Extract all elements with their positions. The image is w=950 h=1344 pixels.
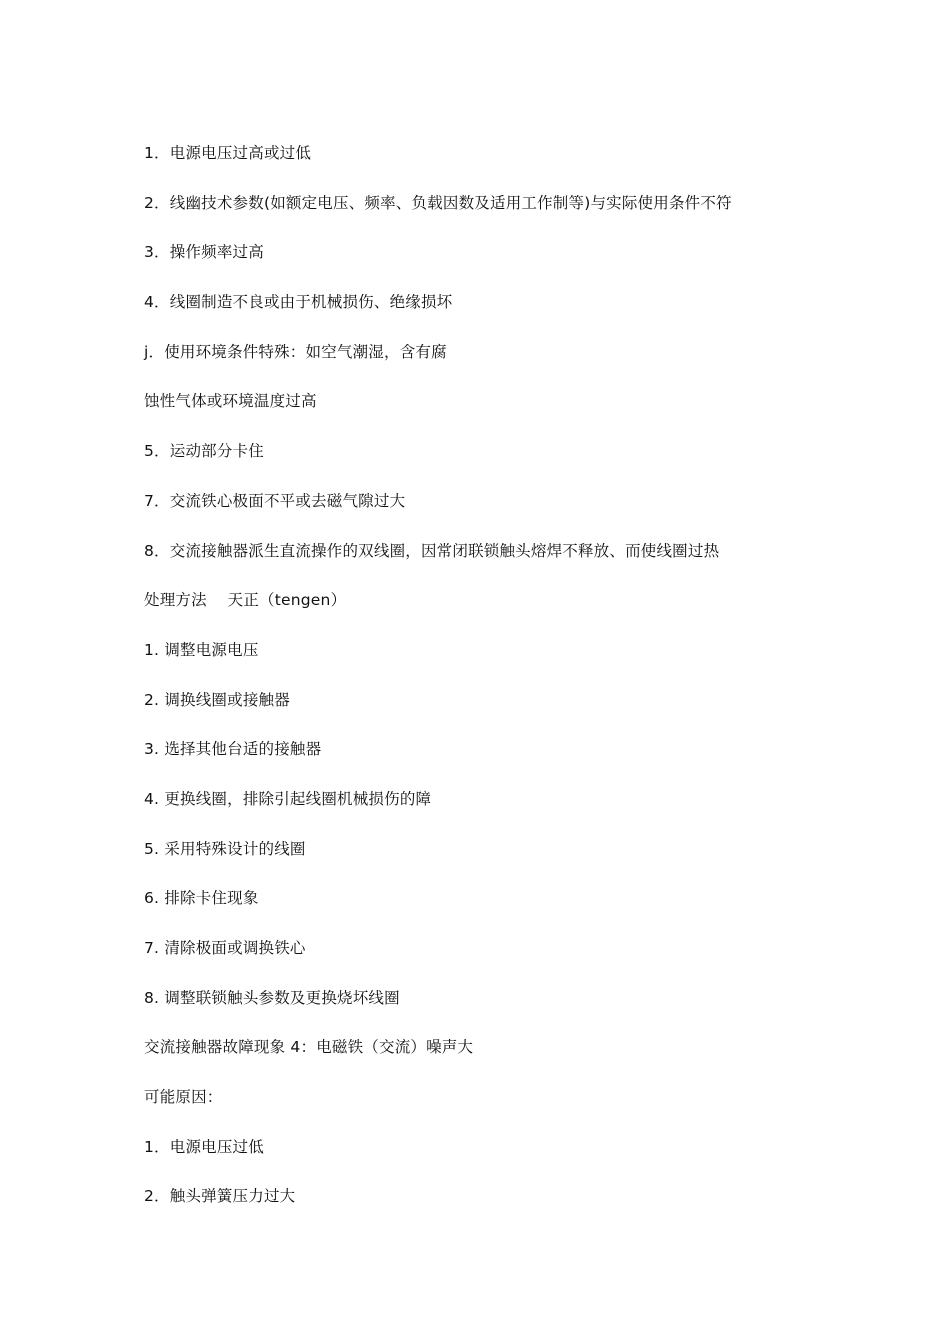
text-line: 5．运动部分卡住 — [144, 442, 264, 461]
text-line: 8. 调整联锁触头参数及更换烧坏线圈 — [144, 988, 400, 1007]
text-line: 5. 采用特殊设计的线圈 — [144, 839, 306, 858]
text-line: 3. 选择其他台适的接触器 — [144, 740, 322, 759]
text-line: 1．电源电压过低 — [144, 1137, 264, 1156]
text-line: 4. 更换线圈，排除引起线圈机械损伤的障 — [144, 789, 432, 808]
text-line: 2．线幽技术参数(如额定电压、频率、负载因数及适用工作制等)与实际使用条件不符 — [144, 193, 732, 212]
text-line: 2. 调换线圈或接触器 — [144, 690, 290, 709]
text-line: 2．触头弹簧压力过大 — [144, 1187, 296, 1206]
text-line: j．使用环境条件特殊：如空气潮湿，含有腐 — [144, 342, 447, 361]
section-heading: 处理方法 天正（tengen） — [144, 591, 347, 610]
text-line: 4．线圈制造不良或由于机械损伤、绝缘损坏 — [144, 293, 453, 312]
document-body — [144, 141, 904, 1234]
text-line: 1. 调整电源电压 — [144, 640, 259, 659]
text-line: 1．电源电压过高或过低 — [144, 144, 312, 162]
section-heading: 可能原因： — [144, 1088, 223, 1107]
text-line: 8．交流接触器派生直流操作的双线圈，因常闭联锁触头熔焊不释放、而使线圈过热 — [144, 541, 720, 560]
text-line: 蚀性气体或环境温度过高 — [144, 392, 317, 411]
text-line: 3．操作频率过高 — [144, 243, 264, 262]
text-line: 7．交流铁心极面不平或去磁气隙过大 — [144, 491, 406, 510]
section-heading: 交流接触器故障现象 4：电磁铁（交流）噪声大 — [144, 1038, 474, 1057]
text-line: 6. 排除卡住现象 — [144, 889, 259, 908]
text-line: 7. 清除极面或调换铁心 — [144, 939, 306, 957]
